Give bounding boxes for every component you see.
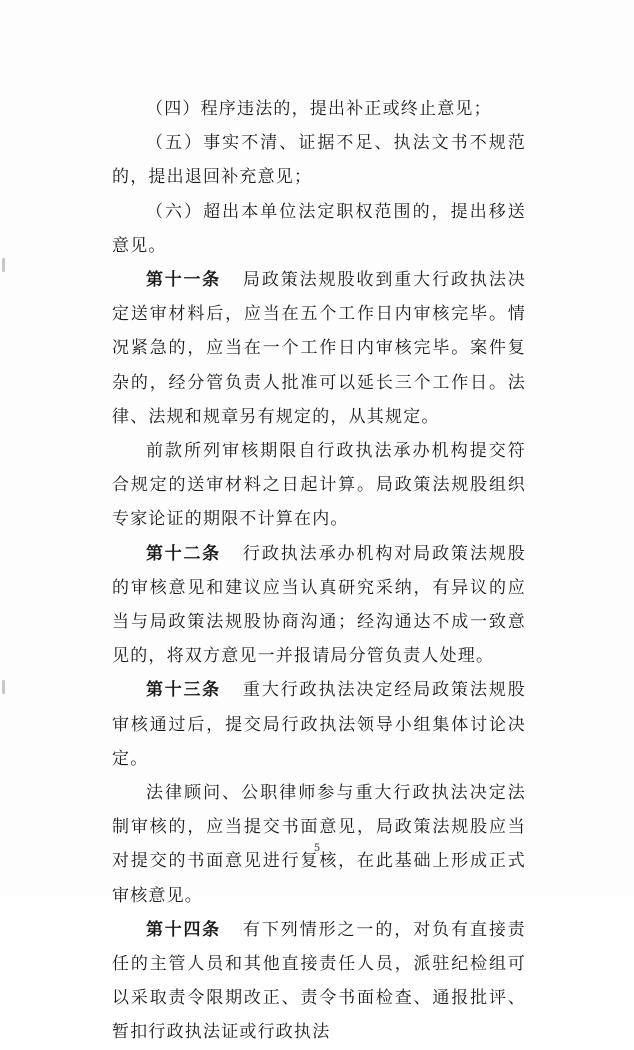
paragraph-text: 法律顾问、公职律师参与重大行政执法决定法制审核的，应当提交书面意见，局政策法规股应当对提交的书面意见进行复核，在此基础上形成正式审核意见。	[112, 783, 526, 906]
paragraph-text: 有下列情形之一的，对负有直接责任的主管人员和其他直接责任人员，派驻纪检组可以采取责令限期改正、责令书面检查、通报批评、暂扣行政执法证或行政执法	[112, 919, 527, 1043]
article-number: 第十二条	[146, 543, 221, 564]
binding-hole-mark	[2, 680, 5, 694]
paragraph-text: 行政执法承办机构对局政策法规股的审核意见和建议应当认真研究采纳，有异议的应当与局政策法规股协商沟通；经沟通达不成一致意见的，将双方意见一并报请局分管负责人处理。	[112, 543, 527, 667]
article-number: 第十三条	[146, 680, 221, 701]
page-number: 5	[313, 843, 321, 854]
article-number: 第十一条	[146, 270, 221, 291]
paragraph-item-6	[112, 195, 526, 263]
binding-hole-mark	[2, 258, 5, 272]
paragraph-item-5	[112, 126, 526, 194]
document-body	[112, 92, 526, 1050]
article-13	[112, 673, 526, 776]
paragraph-text: 局政策法规股收到重大行政执法决定送审材料后，应当在五个工作日内审核完毕。情况紧急的，应当在一个工作日内审核完毕。案件复杂的，经分管负责人批准可以延长三个工作日。法律、法规和规章另有规定的，从其规定。	[112, 270, 527, 427]
paragraph-text: （五）事实不清、证据不足、执法文书不规范的，提出退回补充意见；	[112, 133, 526, 188]
paragraph-text: 重大行政执法决定经局政策法规股审核通过后，提交局行政执法领导小组集体讨论决定。	[112, 680, 527, 769]
paragraph-item-4	[112, 92, 526, 126]
article-11	[112, 263, 526, 434]
article-12	[112, 537, 526, 674]
article-14	[112, 913, 526, 1050]
paragraph-text: （六）超出本单位法定职权范围的，提出移送意见。	[112, 201, 526, 256]
paragraph-text: （四）程序违法的，提出补正或终止意见；	[146, 99, 492, 119]
article-number: 第十四条	[146, 919, 221, 940]
paragraph-text: 前款所列审核期限自行政执法承办机构提交符合规定的送审材料之日起计算。局政策法规股组织专家论证的期限不计算在内。	[112, 441, 526, 530]
article-11-paragraph-2	[112, 434, 526, 537]
